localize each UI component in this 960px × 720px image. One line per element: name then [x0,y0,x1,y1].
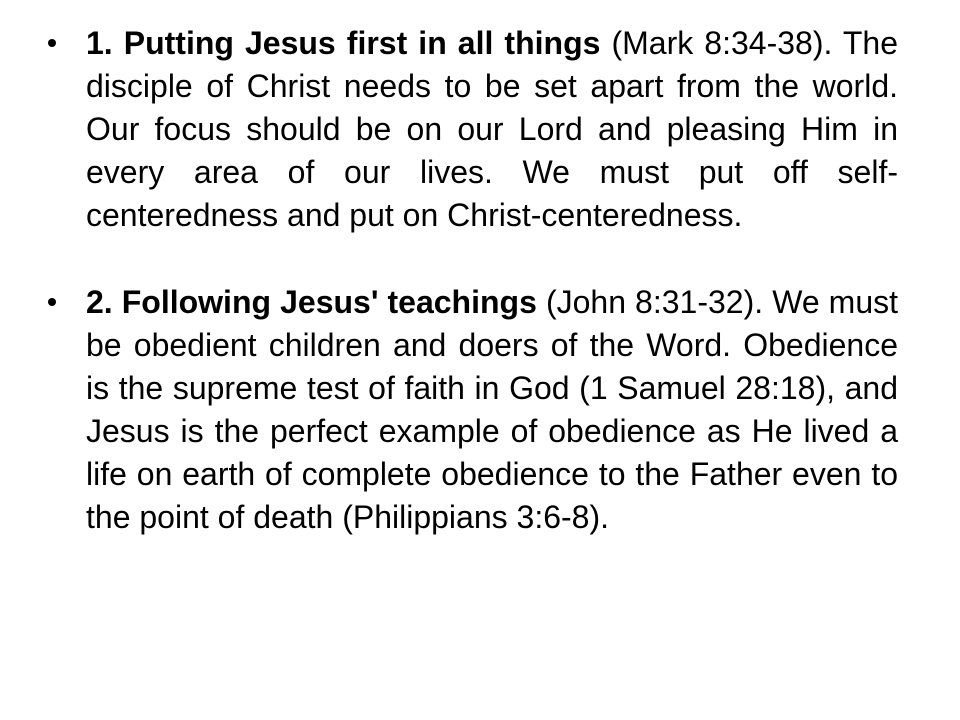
bullet-list [48,22,898,539]
bullet-body: (Mark 8:34-38). The disciple of Christ needs to be set apart from the world. Our focus should be on our Lord and pleasing Him in every area of our lives. We must put off self-centeredness and put on Christ-centeredness. [86,25,899,233]
bullet-body: (John 8:31-32). We must be obedient children and doers of the Word. Obedience is the supreme test of faith in God (1 Samuel 28:18), and Jesus is the perfect example of obedience as He lived a life on earth of complete obedience to the Father even to the point of death (Philippians 3:6-8). [86,284,899,535]
bullet-item-1 [48,22,898,237]
bullet-dot-icon [48,298,56,306]
bullet-heading: 1. Putting Jesus first in all things [86,25,601,61]
bullet-heading: 2. Following Jesus' teachings [86,284,537,320]
bullet-dot-icon [48,39,56,47]
bullet-item-2 [48,281,898,539]
